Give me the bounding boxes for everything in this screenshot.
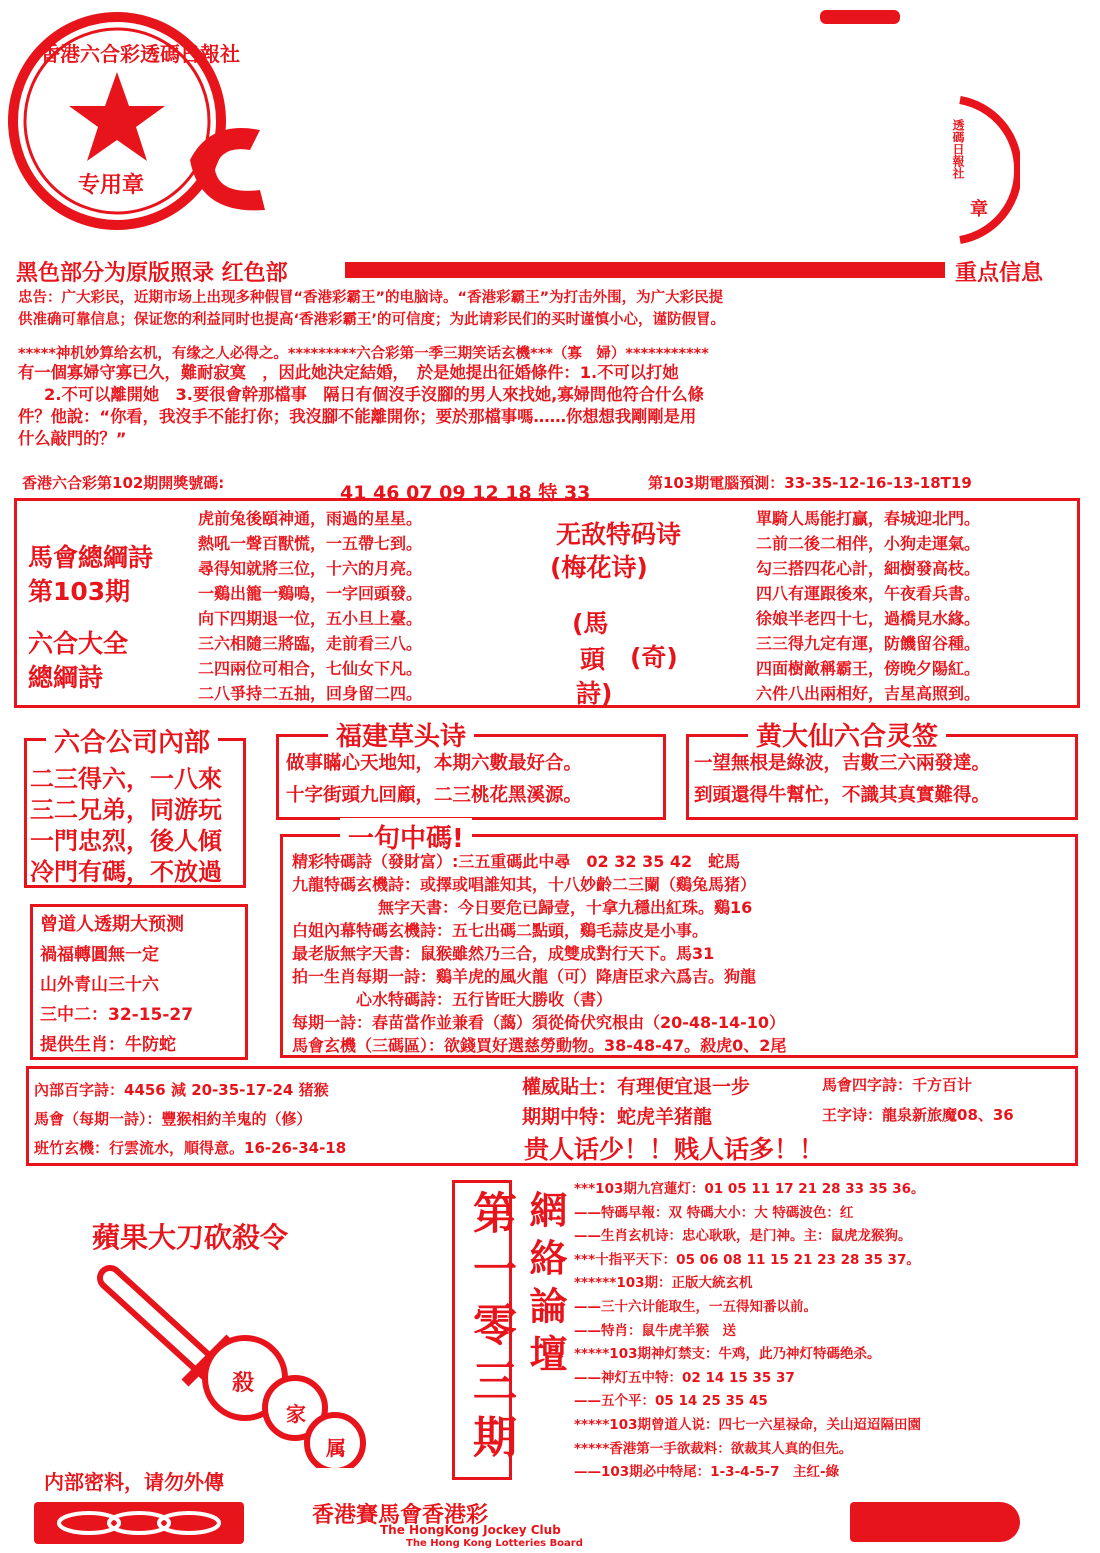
small-seal-text: 透碼日報社 — [951, 119, 965, 179]
poem-right-column — [756, 506, 980, 706]
company-line: 二三得六，一八來 — [30, 765, 222, 793]
poem-label-3: 六合大全 — [28, 629, 129, 658]
tip-line-1b: 馬會四字詩：千方百计 — [822, 1076, 973, 1094]
forum-line: ——三十六计能取生，一五得知番以前。 — [574, 1298, 817, 1315]
joke-title: *****神机妙算给玄机，有缘之人必得之。*********六合彩第一季三期笑话玄機***（寡 婦）*********** — [18, 346, 709, 362]
bottom-left-line: 班竹玄機：行雲流水，順得意。16-26-34-18 — [34, 1139, 347, 1157]
daoist-line: 三中二：32-15-27 — [40, 1005, 194, 1025]
sword-illustration — [90, 1258, 380, 1468]
small-seal — [940, 95, 1020, 245]
one-line-item: 心水特碼詩：五行皆旺大勝收（書） — [356, 990, 613, 1009]
one-line-title: 一句中碼! — [340, 818, 472, 855]
mid-a: (馬 — [572, 609, 609, 638]
tip-line-2b: 王字诗：龍泉新旅魔08、36 — [822, 1106, 1014, 1124]
masthead-glyph — [170, 100, 290, 220]
header-notice: 黑色部分为原版照录 红色部 — [16, 261, 288, 286]
notice-redaction — [345, 262, 945, 278]
poem-line: 單騎人馬能打贏，春城迎北門。 — [756, 509, 981, 528]
bottom-left-lines — [34, 1076, 346, 1163]
fujian-line: 十字街頭九回顧，二三桃花黑溪源。 — [286, 785, 583, 806]
forum-line: ——神灯五中特：02 14 15 35 37 — [574, 1369, 795, 1386]
joke-text — [18, 362, 704, 450]
warning-line: 忠告：广大彩民，近期市场上出现多种假冒“香港彩霸王”的电脑诗。“香港彩霸王”为打击外围，为广大彩民提 — [18, 290, 724, 306]
sword-ring-text: 殺 — [232, 1371, 255, 1396]
slogan: 贵人话少！！贱人话多！！ — [524, 1135, 825, 1164]
sword-ring-text: 属 — [326, 1436, 346, 1460]
sword-ring-text: 家 — [286, 1402, 306, 1426]
daoist-lines — [40, 940, 193, 1060]
poem-line: 三三得九定有運，防饑留谷種。 — [756, 634, 981, 653]
poem-line: 四八有運跟後來，午夜看兵書。 — [756, 584, 981, 603]
seal-ring-text: 香港六合彩透碼日報社 — [40, 42, 240, 66]
daoist-line: 山外青山三十六 — [40, 975, 159, 995]
forum-line: ——103期必中特尾：1-3-4-5-7 主红-綠 — [574, 1464, 840, 1481]
company-lines — [30, 764, 222, 888]
seal-center-text: 专用章 — [78, 173, 145, 198]
masthead-bar — [820, 10, 900, 24]
forum-line: ******103期：正版大統玄机 — [574, 1275, 753, 1292]
star-icon — [69, 72, 165, 161]
one-line-lines — [292, 850, 786, 1057]
forum-line: ——特碼早報：双 特碼大小：大 特碼波色：红 — [574, 1204, 854, 1221]
wongtaisin-line: 到頭還得牛幫忙，不識其真實難得。 — [694, 785, 991, 806]
one-line-item: 精彩特碼詩（發財富）:三五重碼此中尋 02 32 35 42 蛇馬 — [292, 852, 741, 871]
fujian-line: 做事瞞心天地知，本期六數最好合。 — [286, 753, 583, 774]
one-line-item: 每期一詩：春苗當作並兼看（藹）須從倚伏究根由（20-48-14-10） — [292, 1013, 785, 1032]
one-line-item: 最老版無字天書：鼠猴雖然乃三合，成雙成對行天下。馬31 — [292, 944, 715, 963]
warning-text — [18, 287, 725, 331]
poem-line: 徐娘半老四十七，過橋見水緣。 — [756, 609, 981, 628]
poem-line: 二前二後二相伴，小狗走運氣。 — [756, 534, 981, 553]
draw-label: 香港六合彩第102期開獎號碼: — [22, 474, 225, 492]
draw-numbers: 41 46 07 09 12 18 特 33 — [340, 482, 591, 504]
company-title: 六合公司內部 — [46, 722, 218, 759]
warning-line: 供准确可靠信息；保证您的利益同时也提高‘香港彩霸王’的可信度；为此请彩民们的买时谨慎小心，谨防假冒。 — [18, 312, 726, 328]
footer-en1: The HongKong Jockey Club — [380, 1523, 561, 1537]
company-line: 一門忠烈，後人傾 — [30, 827, 222, 855]
one-line-item: 無字天書：今日要危已歸壹，十拿九穩出紅珠。鷄16 — [378, 898, 753, 917]
daoist-line: 提供生肖：牛防蛇 — [40, 1035, 176, 1055]
poem-line: 四面樹敵稱霸王，傍晚夕陽紅。 — [756, 659, 981, 678]
wongtaisin-title: 黄大仙六合灵签 — [748, 716, 946, 753]
joke-line: 2.不可以離開她 3.要很會幹那檔事 隔日有個沒手沒腳的男人來找她,寡婦問他符合什么條 — [44, 385, 704, 404]
poem-line: 一鷄出籠一鷄鳴，一字回頭發。 — [198, 584, 423, 603]
tip-line-1a: 權威貼士：有理便宜退一步 — [522, 1076, 751, 1098]
company-line: 三二兄弟，同游玩 — [30, 796, 222, 824]
footer-cn: 香港賽馬會香港彩 — [312, 1503, 489, 1528]
poem-line: 向下四期退一位，五小旦上臺。 — [198, 609, 423, 628]
inner-note: 内部密料，请勿外傳 — [44, 1470, 224, 1494]
one-line-item: 馬會玄機（三碼區）：欲錢買好選慈勞動物。38-48-47。殺虎0、2尾 — [292, 1036, 787, 1055]
poem-line: 二八爭持二五抽，回身留二四。 — [198, 684, 423, 703]
forum-line: ——特肖：鼠牛虎羊猴 送 — [574, 1322, 736, 1339]
one-line-item: 拍一生肖每期一詩：鷄羊虎的風火龍（可）降唐臣求六爲吉。狗龍 — [292, 967, 757, 986]
company-line: 冷門有碼，不放過 — [30, 858, 222, 886]
fujian-title: 福建草头诗 — [328, 716, 474, 753]
mid-c: 詩) — [576, 679, 613, 708]
footer-ornament-icon — [34, 1502, 244, 1544]
footer-right-badge — [850, 1502, 1020, 1542]
daoist-title: 曾道人透期大预测 — [40, 914, 184, 935]
poem-line: 虎前兔後頤神通，雨過的星星。 — [198, 509, 423, 528]
mid-subtitle: (梅花诗) — [550, 553, 648, 582]
bottom-left-line: 馬會（每期一詩）：豐猴相約羊鬼的（修） — [34, 1110, 312, 1128]
forum-line: *****103期曾道人说：四七一六星禄命，关山迢迢隔田園 — [574, 1416, 921, 1433]
joke-line: 什么敲門的？” — [18, 429, 127, 448]
masthead-art — [170, 100, 290, 220]
mid-d: (奇) — [630, 643, 678, 672]
mid-b: 頭 — [580, 645, 606, 674]
fujian-lines — [286, 748, 582, 812]
forum-line: *****103期神灯禁支：牛鸡，此乃神灯特碼绝杀。 — [574, 1346, 881, 1363]
joke-line: 有一個寡婦守寡已久，難耐寂寞 ，因此她決定結婚， 於是她提出征婚條件：1.不可以打她 — [18, 363, 679, 382]
joke-line: 件？他說：“你看，我沒手不能打你；我沒腳不能離開你；要於那檔事嗎……你想想我剛剛是用 — [18, 407, 697, 426]
wongtaisin-lines — [694, 748, 990, 812]
forum-line: ——生肖玄机诗：忠心耿耿，是门神。主：鼠虎龙猴狗。 — [574, 1228, 912, 1245]
poem-label-1: 馬會總綱詩 — [28, 543, 154, 572]
draw-prediction: 第103期電腦預測：33-35-12-16-13-18T19 — [648, 474, 972, 492]
small-seal-center: 章 — [970, 199, 988, 220]
poem-line: 勾三搭四花心計，細樹發高枝。 — [756, 559, 981, 578]
daoist-line: 禍福轉圓無一定 — [40, 945, 159, 965]
forum-line: ***十指平天下：05 06 08 11 15 21 23 28 35 37。 — [574, 1251, 920, 1268]
wongtaisin-line: 一望無根是綠波，吉數三六兩發達。 — [694, 753, 991, 774]
one-line-item: 九龍特碼玄機詩：或擇或唱誰知其，十八妙齡二三闌（鷄兔馬猪） — [292, 875, 757, 894]
poem-line: 尋得知就將三位，十六的月亮。 — [198, 559, 423, 578]
mid-title: 无敌特码诗 — [556, 520, 682, 549]
forum-lines — [574, 1178, 925, 1485]
poem-left-column — [198, 506, 422, 706]
forum-line: ——五个平：05 14 25 35 45 — [574, 1393, 768, 1410]
vertical-text-b: 第一零三期 — [465, 1190, 516, 1470]
poem-label-4: 總綱詩 — [28, 663, 104, 692]
vertical-text-a: 網絡論壇 — [523, 1190, 567, 1382]
one-line-item: 白姐內幕特碼玄機詩：五七出碼二點頭，鷄毛蒜皮是小事。 — [292, 921, 709, 940]
poem-line: 熱吼一聲百獸慌，一五帶七到。 — [198, 534, 423, 553]
footer-left-badge — [34, 1502, 244, 1544]
footer-en2: The Hong Kong Lotteries Board — [406, 1538, 583, 1549]
bottom-left-line: 內部百字詩：4456 減 20-35-17-24 猪猴 — [34, 1081, 329, 1099]
forum-line: *****香港第一手欲裁料：欲裁其人真的但先。 — [574, 1440, 853, 1457]
poem-label-2: 第103期 — [28, 577, 131, 606]
forum-line: ***103期九宫蓮灯：01 05 11 17 21 28 33 35 36。 — [574, 1181, 925, 1197]
sword-title: 蘋果大刀砍殺令 — [92, 1221, 289, 1254]
tip-line-2a: 期期中特：蛇虎羊猪龍 — [522, 1106, 713, 1128]
header-notice-end: 重点信息 — [955, 261, 1044, 286]
poem-line: 三六相隨三將臨，走前看三八。 — [198, 634, 423, 653]
poem-line: 六件八出兩相好，吉星高照到。 — [756, 684, 981, 703]
poem-line: 二四兩位可相合，七仙女下凡。 — [198, 659, 423, 678]
